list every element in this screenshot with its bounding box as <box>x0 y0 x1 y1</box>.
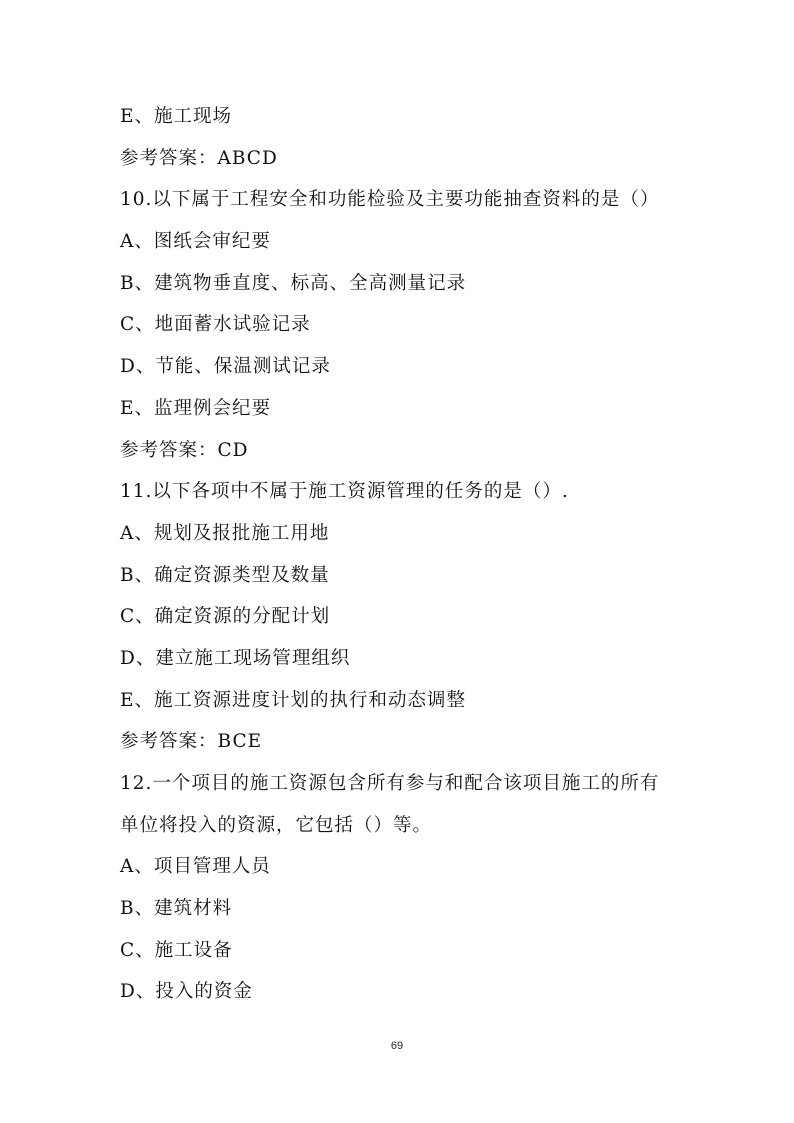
question-12-line-2: 单位将投入的资源，它包括（）等。 <box>120 814 433 836</box>
document-body <box>120 96 700 1013</box>
option-b-q10: B、建筑物垂直度、标高、全高测量记录 <box>120 272 467 294</box>
question-11: 11.以下各项中不属于施工资源管理的任务的是（）. <box>120 481 569 503</box>
option-e-q10: E、监理例会纪要 <box>120 397 272 419</box>
option-d-q10: D、节能、保温测试记录 <box>120 356 331 378</box>
page-number: 69 <box>390 1040 404 1052</box>
option-e-q9: E、施工现场 <box>120 106 233 127</box>
option-a-q10: A、图纸会审纪要 <box>120 231 271 253</box>
option-b-q12: B、建筑材料 <box>120 898 233 920</box>
option-c-q10: C、地面蓄水试验记录 <box>120 314 311 336</box>
question-12-line-1: 12.一个项目的施工资源包含所有参与和配合该项目施工的所有 <box>120 773 660 794</box>
option-c-q11: C、确定资源的分配计划 <box>120 606 331 628</box>
option-d-q11: D、建立施工现场管理组织 <box>120 647 351 669</box>
option-a-q12: A、项目管理人员 <box>120 856 271 878</box>
option-b-q11: B、确定资源类型及数量 <box>120 564 330 586</box>
option-a-q11: A、规划及报批施工用地 <box>120 522 330 544</box>
answer-q10: 参考答案：CD <box>120 439 249 461</box>
option-d-q12: D、投入的资金 <box>120 981 253 1003</box>
option-e-q11: E、施工资源进度计划的执行和动态调整 <box>120 689 467 711</box>
question-10: 10.以下属于工程安全和功能检验及主要功能抽查资料的是（） <box>120 189 660 211</box>
option-c-q12: C、施工设备 <box>120 939 233 961</box>
answer-q9: 参考答案：ABCD <box>120 147 278 169</box>
answer-q11: 参考答案：BCE <box>120 731 263 753</box>
